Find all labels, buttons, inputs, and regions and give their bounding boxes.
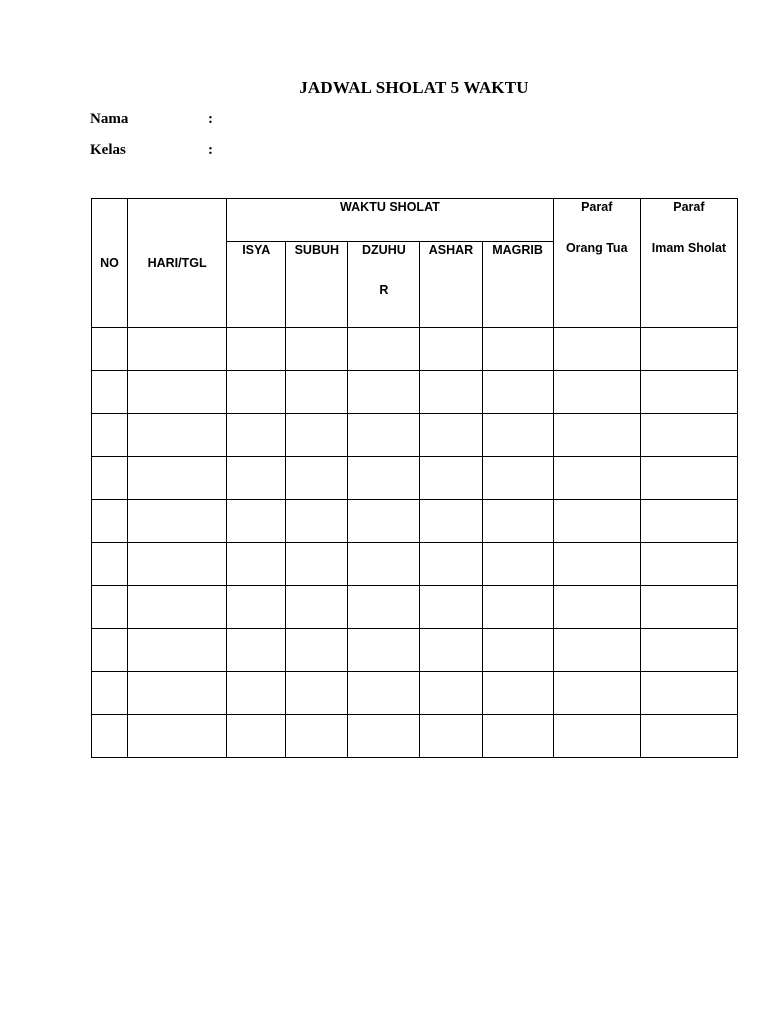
cell-ashar[interactable]	[420, 328, 482, 371]
cell-no[interactable]	[92, 500, 128, 543]
cell-paraf-imam[interactable]	[640, 629, 737, 672]
cell-isya[interactable]	[227, 672, 286, 715]
cell-subuh[interactable]	[286, 543, 348, 586]
cell-magrib[interactable]	[482, 371, 553, 414]
cell-paraf-imam[interactable]	[640, 543, 737, 586]
header-subuh: SUBUH	[286, 242, 348, 328]
cell-paraf-orang-tua[interactable]	[553, 500, 640, 543]
cell-dzuhur[interactable]	[348, 371, 420, 414]
cell-ashar[interactable]	[420, 414, 482, 457]
cell-hari-tgl[interactable]	[128, 371, 227, 414]
kelas-separator: :	[208, 142, 213, 158]
cell-hari-tgl[interactable]	[128, 629, 227, 672]
cell-hari-tgl[interactable]	[128, 543, 227, 586]
cell-dzuhur[interactable]	[348, 586, 420, 629]
table-row	[92, 328, 738, 371]
table-row	[92, 414, 738, 457]
cell-paraf-orang-tua[interactable]	[553, 371, 640, 414]
cell-isya[interactable]	[227, 328, 286, 371]
cell-magrib[interactable]	[482, 500, 553, 543]
cell-no[interactable]	[92, 672, 128, 715]
cell-no[interactable]	[92, 715, 128, 758]
cell-magrib[interactable]	[482, 457, 553, 500]
cell-magrib[interactable]	[482, 672, 553, 715]
cell-paraf-imam[interactable]	[640, 457, 737, 500]
cell-no[interactable]	[92, 457, 128, 500]
cell-ashar[interactable]	[420, 715, 482, 758]
cell-magrib[interactable]	[482, 586, 553, 629]
cell-ashar[interactable]	[420, 672, 482, 715]
cell-hari-tgl[interactable]	[128, 414, 227, 457]
cell-no[interactable]	[92, 414, 128, 457]
cell-no[interactable]	[92, 629, 128, 672]
cell-isya[interactable]	[227, 629, 286, 672]
paraf-ortu-line2: Orang Tua	[565, 241, 628, 255]
cell-no[interactable]	[92, 586, 128, 629]
cell-ashar[interactable]	[420, 543, 482, 586]
cell-paraf-orang-tua[interactable]	[553, 543, 640, 586]
cell-magrib[interactable]	[482, 629, 553, 672]
kelas-label: Kelas	[90, 142, 126, 158]
cell-paraf-orang-tua[interactable]	[553, 672, 640, 715]
cell-subuh[interactable]	[286, 715, 348, 758]
nama-separator: :	[208, 111, 213, 127]
header-dzuhur-line1: DZUHU	[362, 243, 406, 257]
schedule-table	[91, 198, 738, 758]
paraf-imam-line1: Paraf	[673, 200, 705, 214]
cell-paraf-imam[interactable]	[640, 414, 737, 457]
cell-subuh[interactable]	[286, 672, 348, 715]
cell-paraf-orang-tua[interactable]	[553, 328, 640, 371]
header-dzuhur-line2: R	[379, 283, 389, 297]
header-ashar: ASHAR	[420, 242, 482, 328]
cell-isya[interactable]	[227, 457, 286, 500]
header-paraf-imam	[640, 199, 737, 328]
cell-dzuhur[interactable]	[348, 457, 420, 500]
cell-isya[interactable]	[227, 543, 286, 586]
cell-paraf-imam[interactable]	[640, 672, 737, 715]
table-row	[92, 457, 738, 500]
header-isya: ISYA	[227, 242, 286, 328]
cell-no[interactable]	[92, 371, 128, 414]
page-title: JADWAL SHOLAT 5 WAKTU	[299, 78, 529, 97]
table-row	[92, 543, 738, 586]
header-hari-tgl: HARI/TGL	[128, 199, 227, 328]
cell-paraf-orang-tua[interactable]	[553, 629, 640, 672]
cell-paraf-imam[interactable]	[640, 715, 737, 758]
cell-subuh[interactable]	[286, 457, 348, 500]
cell-dzuhur[interactable]	[348, 715, 420, 758]
cell-hari-tgl[interactable]	[128, 715, 227, 758]
cell-dzuhur[interactable]	[348, 414, 420, 457]
cell-subuh[interactable]	[286, 586, 348, 629]
table-row	[92, 586, 738, 629]
cell-isya[interactable]	[227, 371, 286, 414]
cell-dzuhur[interactable]	[348, 543, 420, 586]
cell-isya[interactable]	[227, 414, 286, 457]
header-paraf-orang-tua	[553, 199, 640, 328]
cell-paraf-imam[interactable]	[640, 500, 737, 543]
cell-ashar[interactable]	[420, 629, 482, 672]
cell-hari-tgl[interactable]	[128, 586, 227, 629]
cell-subuh[interactable]	[286, 328, 348, 371]
cell-paraf-orang-tua[interactable]	[553, 414, 640, 457]
cell-paraf-orang-tua[interactable]	[553, 457, 640, 500]
cell-ashar[interactable]	[420, 586, 482, 629]
cell-paraf-orang-tua[interactable]	[553, 586, 640, 629]
header-no: NO	[92, 199, 128, 328]
cell-magrib[interactable]	[482, 715, 553, 758]
cell-ashar[interactable]	[420, 371, 482, 414]
cell-paraf-orang-tua[interactable]	[553, 715, 640, 758]
cell-hari-tgl[interactable]	[128, 328, 227, 371]
cell-dzuhur[interactable]	[348, 672, 420, 715]
cell-isya[interactable]	[227, 500, 286, 543]
cell-paraf-imam[interactable]	[640, 328, 737, 371]
cell-subuh[interactable]	[286, 371, 348, 414]
cell-magrib[interactable]	[482, 543, 553, 586]
table-row	[92, 371, 738, 414]
cell-ashar[interactable]	[420, 457, 482, 500]
header-dzuhur	[348, 242, 420, 328]
cell-magrib[interactable]	[482, 414, 553, 457]
cell-ashar[interactable]	[420, 500, 482, 543]
cell-subuh[interactable]	[286, 629, 348, 672]
cell-hari-tgl[interactable]	[128, 672, 227, 715]
table-row	[92, 715, 738, 758]
cell-paraf-imam[interactable]	[640, 586, 737, 629]
table-row	[92, 629, 738, 672]
table-row	[92, 672, 738, 715]
cell-subuh[interactable]	[286, 500, 348, 543]
header-waktu-sholat: WAKTU SHOLAT	[227, 199, 553, 242]
cell-paraf-imam[interactable]	[640, 371, 737, 414]
cell-dzuhur[interactable]	[348, 629, 420, 672]
cell-magrib[interactable]	[482, 328, 553, 371]
cell-no[interactable]	[92, 328, 128, 371]
cell-hari-tgl[interactable]	[128, 500, 227, 543]
cell-subuh[interactable]	[286, 414, 348, 457]
nama-label: Nama	[90, 111, 129, 127]
cell-no[interactable]	[92, 543, 128, 586]
cell-dzuhur[interactable]	[348, 328, 420, 371]
table-row	[92, 500, 738, 543]
cell-dzuhur[interactable]	[348, 500, 420, 543]
schedule-body	[92, 328, 738, 758]
paraf-imam-line2: Imam Sholat	[651, 241, 727, 255]
cell-hari-tgl[interactable]	[128, 457, 227, 500]
cell-isya[interactable]	[227, 586, 286, 629]
header-magrib: MAGRIB	[482, 242, 553, 328]
paraf-ortu-line1: Paraf	[581, 200, 613, 214]
cell-isya[interactable]	[227, 715, 286, 758]
